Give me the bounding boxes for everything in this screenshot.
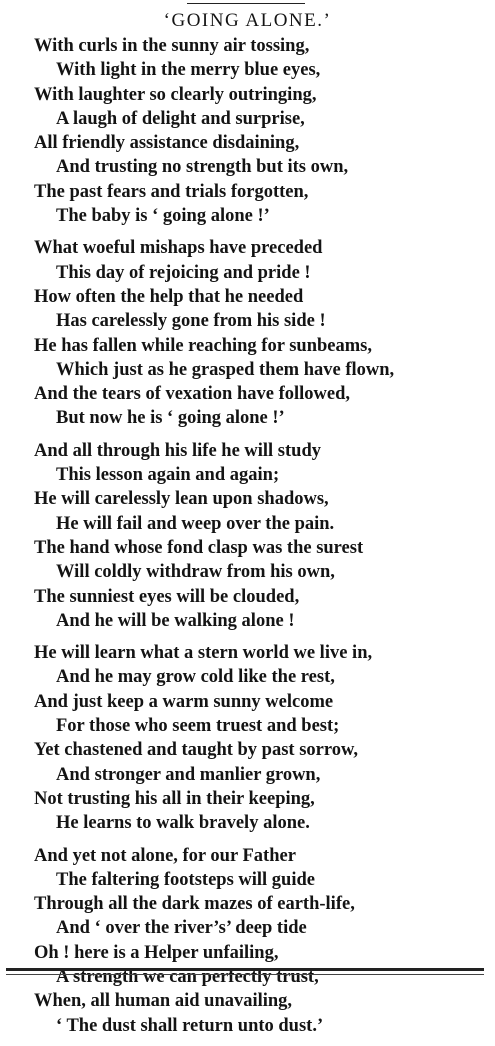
poem-line: He will carelessly lean upon shadows, <box>34 489 329 510</box>
poem-line: The sunniest eyes will be clouded, <box>34 586 300 607</box>
stanza <box>0 439 495 633</box>
poem-line: And all through his life he will study <box>34 440 321 461</box>
poem-line: Has carelessly gone from his side ! <box>56 311 326 332</box>
poem-line: All friendly assistance disdaining, <box>34 133 300 154</box>
poem-line: A laugh of delight and surprise, <box>56 108 305 129</box>
bottom-rule-thin <box>6 974 484 975</box>
poem-line: He will learn what a stern world we live in, <box>34 643 373 664</box>
title-rule <box>187 3 305 4</box>
poem-line: But now he is ‘ going alone !’ <box>56 408 285 429</box>
poem-line: And stronger and manlier grown, <box>56 764 321 785</box>
poem-line: The hand whose fond clasp was the surest <box>34 537 364 558</box>
stanza <box>0 641 495 835</box>
poem-line: The past fears and trials forgotten, <box>34 181 309 202</box>
poem-title: ‘GOING ALONE.’ <box>163 10 332 31</box>
poem-line: The faltering footsteps will guide <box>56 869 315 890</box>
poem-line: Not trusting his all in their keeping, <box>34 788 315 809</box>
poem-line: And just keep a warm sunny welcome <box>34 691 334 712</box>
poem-line: ‘ The dust shall return unto dust.’ <box>56 1015 324 1036</box>
poem-line: Yet chastened and taught by past sorrow, <box>34 740 358 761</box>
poem-line: The baby is ‘ going alone !’ <box>56 206 270 227</box>
poem-line: And he will be walking alone ! <box>56 610 295 631</box>
stanza <box>0 34 495 228</box>
poem-line: For those who seem truest and best; <box>56 716 340 737</box>
poem-line: With laughter so clearly outringing, <box>34 84 317 105</box>
poem-line: This day of rejoicing and pride ! <box>56 262 311 283</box>
stanza <box>0 236 495 430</box>
poem-line: And yet not alone, for our Father <box>34 845 296 866</box>
poem-line: With curls in the sunny air tossing, <box>34 36 310 56</box>
bottom-rule <box>6 968 484 971</box>
poem-body <box>0 34 495 1046</box>
poem-line: Oh ! here is a Helper unfailing, <box>34 942 279 963</box>
poem-line: And the tears of vexation have followed, <box>34 384 351 405</box>
poem-line: With light in the merry blue eyes, <box>56 60 321 81</box>
poem-line: Through all the dark mazes of earth-life, <box>34 894 355 915</box>
poem-line: And ‘ over the river’s’ deep tide <box>56 918 307 939</box>
poem-line: Which just as he grasped them have flown, <box>56 359 395 380</box>
poem-line: And he may grow cold like the rest, <box>56 667 335 688</box>
poem-line: And trusting no strength but its own, <box>56 157 349 178</box>
poem-line: What woeful mishaps have preceded <box>34 238 323 259</box>
stanza <box>0 844 495 1038</box>
poem-line: He has fallen while reaching for sunbeams, <box>34 335 372 356</box>
poem-line: When, all human aid unavailing, <box>34 991 293 1012</box>
poem-line: How often the help that he needed <box>34 286 304 307</box>
poem-line: This lesson again and again; <box>56 465 280 486</box>
poem-line: A strength we can perfectly trust, <box>56 966 319 987</box>
poem-line: He learns to walk bravely alone. <box>56 813 310 834</box>
poem-line: Will coldly withdraw from his own, <box>56 562 335 583</box>
poem-line: He will fail and weep over the pain. <box>56 513 335 534</box>
